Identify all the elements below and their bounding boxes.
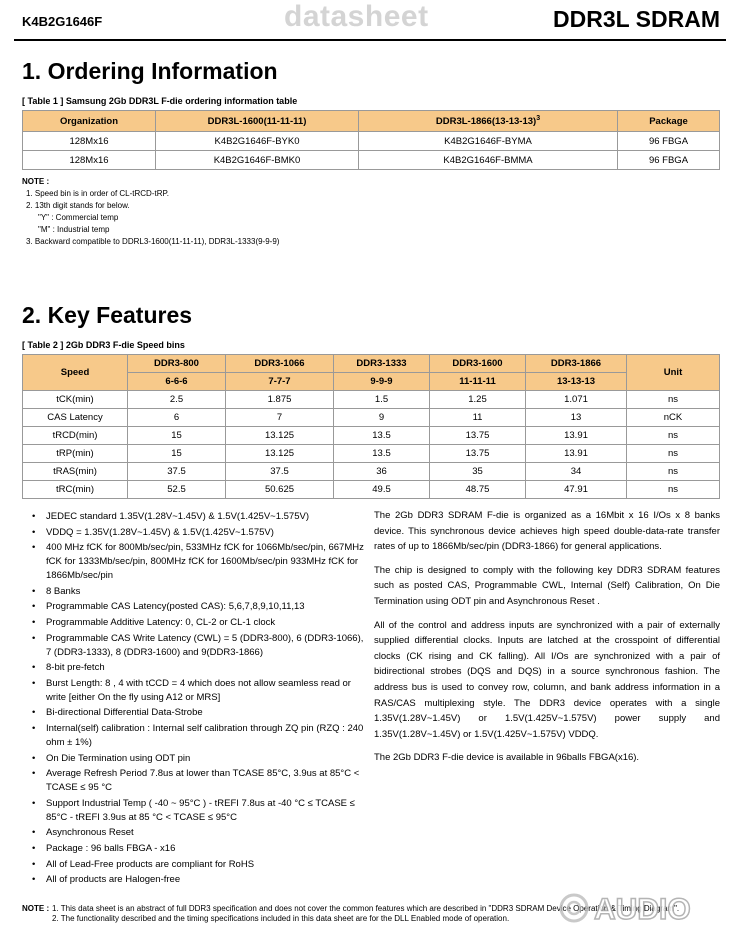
table-cell: 6 bbox=[128, 409, 226, 427]
table-cell: 13.125 bbox=[226, 427, 334, 445]
table-cell: K4B2G1646F-BYK0 bbox=[156, 132, 359, 151]
table-cell: 96 FBGA bbox=[618, 132, 720, 151]
table-cell: K4B2G1646F-BYMA bbox=[359, 132, 618, 151]
product-title: DDR3L SDRAM bbox=[553, 6, 720, 32]
table-cell: 47.91 bbox=[526, 481, 627, 499]
table-cell: 128Mx16 bbox=[23, 151, 156, 170]
list-item: • Programmable CAS Latency(posted CAS): 5,6,7,8,9,10,11,13 bbox=[30, 600, 370, 614]
row-label: tCK(min) bbox=[23, 391, 128, 409]
list-item: • On Die Termination using ODT pin bbox=[30, 752, 370, 766]
list-item: • VDDQ = 1.35V(1.28V~1.45V) & 1.5V(1.425V~1.575V) bbox=[30, 526, 370, 540]
list-item: • 8-bit pre-fetch bbox=[30, 661, 370, 675]
col-package: Package bbox=[618, 111, 720, 132]
table-cell: 1.875 bbox=[226, 391, 334, 409]
col-organization: Organization bbox=[23, 111, 156, 132]
table-row bbox=[23, 132, 720, 151]
table-row bbox=[23, 463, 720, 481]
paragraph: The chip is designed to comply with the following key DDR3 SDRAM features such as posted CAS, Programmable CWL, Internal (Self) Calibration, On Die Termination using ODT pin and Asynchronous Reset . bbox=[374, 564, 720, 607]
list-item: • 400 MHz fCK for 800Mb/sec/pin, 533MHz fCK for 1066Mb/sec/pin, 667MHz fCK for 1333Mb/sec/pin, 800MHz fCK for 1600Mb/sec/pin 933MHz fCK for 1866Mb/sec/pin bbox=[30, 541, 370, 583]
part-number: K4B2G1646F bbox=[22, 14, 103, 29]
row-label: tRP(min) bbox=[23, 445, 128, 463]
table-row bbox=[23, 409, 720, 427]
bin-name: DDR3-800 bbox=[128, 355, 226, 373]
speed-bin-table bbox=[22, 354, 720, 499]
list-item: • Package : 96 balls FBGA - x16 bbox=[30, 842, 370, 856]
table-row bbox=[23, 481, 720, 499]
table2-caption: [ Table 2 ] 2Gb DDR3 F-die Speed bins bbox=[22, 340, 185, 350]
bin-name: DDR3-1866 bbox=[526, 355, 627, 373]
table-cell: 13.75 bbox=[430, 427, 526, 445]
col-ddr3l-1866: $DDR3L-1866(13-13-13)^3$ bbox=[359, 111, 618, 132]
footnote-item: 2. The functionality described and the timing specifications included in this data sheet are for the DLL Enabled mode of operation. bbox=[52, 914, 510, 923]
table-cell: 128Mx16 bbox=[23, 132, 156, 151]
table-cell: 15 bbox=[128, 427, 226, 445]
bin-timing: 9-9-9 bbox=[334, 373, 430, 391]
list-item: • Asynchronous Reset bbox=[30, 826, 370, 840]
footnote-label: NOTE : bbox=[22, 904, 50, 913]
table-cell: 2.5 bbox=[128, 391, 226, 409]
col-unit: Unit bbox=[627, 355, 720, 391]
row-label: tRC(min) bbox=[23, 481, 128, 499]
description bbox=[374, 508, 720, 774]
note-item: "M" : Industrial temp bbox=[38, 225, 110, 234]
table-cell: 13.75 bbox=[430, 445, 526, 463]
row-label: CAS Latency bbox=[23, 409, 128, 427]
list-item: • 8 Banks bbox=[30, 585, 370, 599]
note-item: "Y" : Commercial temp bbox=[38, 213, 119, 222]
list-item: • JEDEC standard 1.35V(1.28V~1.45V) & 1.5V(1.425V~1.575V) bbox=[30, 510, 370, 524]
col-ddr3l-1600: DDR3L-1600(11-11-11) bbox=[156, 111, 359, 132]
bin-name: DDR3-1066 bbox=[226, 355, 334, 373]
table-cell: 96 FBGA bbox=[618, 151, 720, 170]
list-item: • Support Industrial Temp ( -40 ~ 95°C ) - tREFI 7.8us at -40 °C ≤ TCASE ≤ 85°C - tREFI 3.9us at 85 °C < TCASE ≤ 95°C bbox=[30, 797, 370, 825]
table-cell: 13 bbox=[526, 409, 627, 427]
table-cell: 11 bbox=[430, 409, 526, 427]
bin-name: DDR3-1333 bbox=[334, 355, 430, 373]
table-cell: 1.071 bbox=[526, 391, 627, 409]
bin-timing: 7-7-7 bbox=[226, 373, 334, 391]
table-row bbox=[23, 151, 720, 170]
footnote-item: 1. This data sheet is an abstract of full DDR3 specification and does not cover the common features which are described in "DDR3 SDRAM Device Operation & Timing Diagram". bbox=[52, 904, 680, 913]
audio-logo bbox=[556, 888, 726, 928]
table-cell: K4B2G1646F-BMK0 bbox=[156, 151, 359, 170]
table-cell: 13.91 bbox=[526, 445, 627, 463]
table-cell: 48.75 bbox=[430, 481, 526, 499]
table-cell: ns bbox=[627, 463, 720, 481]
audio-logo-icon bbox=[556, 888, 726, 928]
table-cell: 52.5 bbox=[128, 481, 226, 499]
table-cell: 35 bbox=[430, 463, 526, 481]
list-item: • Internal(self) calibration : Internal self calibration through ZQ pin (RZQ : 240 ohm ± 1%) bbox=[30, 722, 370, 750]
table-cell: 49.5 bbox=[334, 481, 430, 499]
section1-title: 1. Ordering Information bbox=[22, 58, 278, 84]
paragraph: All of the control and address inputs are synchronized with a pair of externally supplied differential clocks. Inputs are latched at the crosspoint of differential clocks (CK rising and CK falling). All I/Os are synchronized with a pair of bidirectional strobes (DQS and DQS) in a source synchronous fashion. The address bus is used to convey row, column, and bank address information in a RAS/CAS multiplexing style. The DDR3 device operates with a single 1.35V(1.28V~1.45V) or 1.5V(1.425V~1.575V) power supply and 1.35V(1.28V~1.45V) or 1.5V(1.425V~1.575V) VDDQ. bbox=[374, 619, 720, 740]
table-cell: 15 bbox=[128, 445, 226, 463]
paragraph: The 2Gb DDR3 SDRAM F-die is organized as a 16Mbit x 16 I/Os x 8 banks device. This synchronous device achieves high speed double-data-rate transfer rates of up to 1866Mb/sec/pin (DDR3-1866) for general applications. bbox=[374, 510, 720, 553]
note-item: 3. Backward compatible to DDRL3-1600(11-11-11), DDR3L-1333(9-9-9) bbox=[26, 237, 280, 246]
feature-list bbox=[30, 510, 370, 889]
table-cell: 1.5 bbox=[334, 391, 430, 409]
table-cell: 36 bbox=[334, 463, 430, 481]
bin-name: DDR3-1600 bbox=[430, 355, 526, 373]
ordering-table bbox=[22, 110, 720, 170]
table-cell: 34 bbox=[526, 463, 627, 481]
table-cell: 7 bbox=[226, 409, 334, 427]
table-cell: 37.5 bbox=[226, 463, 334, 481]
list-item: • Burst Length: 8 , 4 with tCCD = 4 which does not allow seamless read or write [either On the fly using A12 or MRS] bbox=[30, 677, 370, 705]
table-cell: 1.25 bbox=[430, 391, 526, 409]
table-cell: 13.125 bbox=[226, 445, 334, 463]
list-item: • Programmable CAS Write Latency (CWL) = 5 (DDR3-800), 6 (DDR3-1066), 7 (DDR3-1333), 8 (DDR3-1600) and 9(DDR3-1866) bbox=[30, 632, 370, 660]
row-label: tRCD(min) bbox=[23, 427, 128, 445]
table-cell: 9 bbox=[334, 409, 430, 427]
table-cell: 13.5 bbox=[334, 427, 430, 445]
row-label: tRAS(min) bbox=[23, 463, 128, 481]
table-cell: 13.91 bbox=[526, 427, 627, 445]
page-header bbox=[0, 0, 736, 40]
list-item: • Bi-directional Differential Data-Strobe bbox=[30, 706, 370, 720]
note-item: 2. 13th digit stands for below. bbox=[26, 201, 130, 210]
col-speed: Speed bbox=[23, 355, 128, 391]
header-rule bbox=[14, 39, 726, 41]
table-row bbox=[23, 445, 720, 463]
ordering-notes bbox=[22, 176, 279, 248]
table-cell: K4B2G1646F-BMMA bbox=[359, 151, 618, 170]
table-cell: ns bbox=[627, 391, 720, 409]
table-cell: ns bbox=[627, 445, 720, 463]
bin-timing: 11-11-11 bbox=[430, 373, 526, 391]
bin-timing: 6-6-6 bbox=[128, 373, 226, 391]
table-cell: 37.5 bbox=[128, 463, 226, 481]
table-row bbox=[23, 391, 720, 409]
table-cell: ns bbox=[627, 427, 720, 445]
section2-title: 2. Key Features bbox=[22, 302, 193, 328]
table-cell: 50.625 bbox=[226, 481, 334, 499]
paragraph: The 2Gb DDR3 F-die device is available in 96balls FBGA(x16). bbox=[374, 752, 640, 764]
bin-timing: 13-13-13 bbox=[526, 373, 627, 391]
list-item: • All of Lead-Free products are compliant for RoHS bbox=[30, 858, 370, 872]
table-cell: nCK bbox=[627, 409, 720, 427]
table-row bbox=[23, 427, 720, 445]
watermark: datasheet bbox=[284, 0, 429, 33]
list-item: • Average Refresh Period 7.8us at lower than TCASE 85°C, 3.9us at 85°C < TCASE ≤ 95 °C bbox=[30, 767, 370, 795]
table-cell: ns bbox=[627, 481, 720, 499]
note-label: NOTE : bbox=[22, 177, 50, 186]
note-item: 1. Speed bin is in order of CL-tRCD-tRP. bbox=[26, 189, 170, 198]
logo-text: AUDIO bbox=[594, 893, 691, 926]
table-cell: 13.5 bbox=[334, 445, 430, 463]
list-item: • All of products are Halogen-free bbox=[30, 873, 370, 887]
table1-caption: [ Table 1 ] Samsung 2Gb DDR3L F-die ordering information table bbox=[22, 96, 298, 106]
list-item: • Programmable Additive Latency: 0, CL-2 or CL-1 clock bbox=[30, 616, 370, 630]
